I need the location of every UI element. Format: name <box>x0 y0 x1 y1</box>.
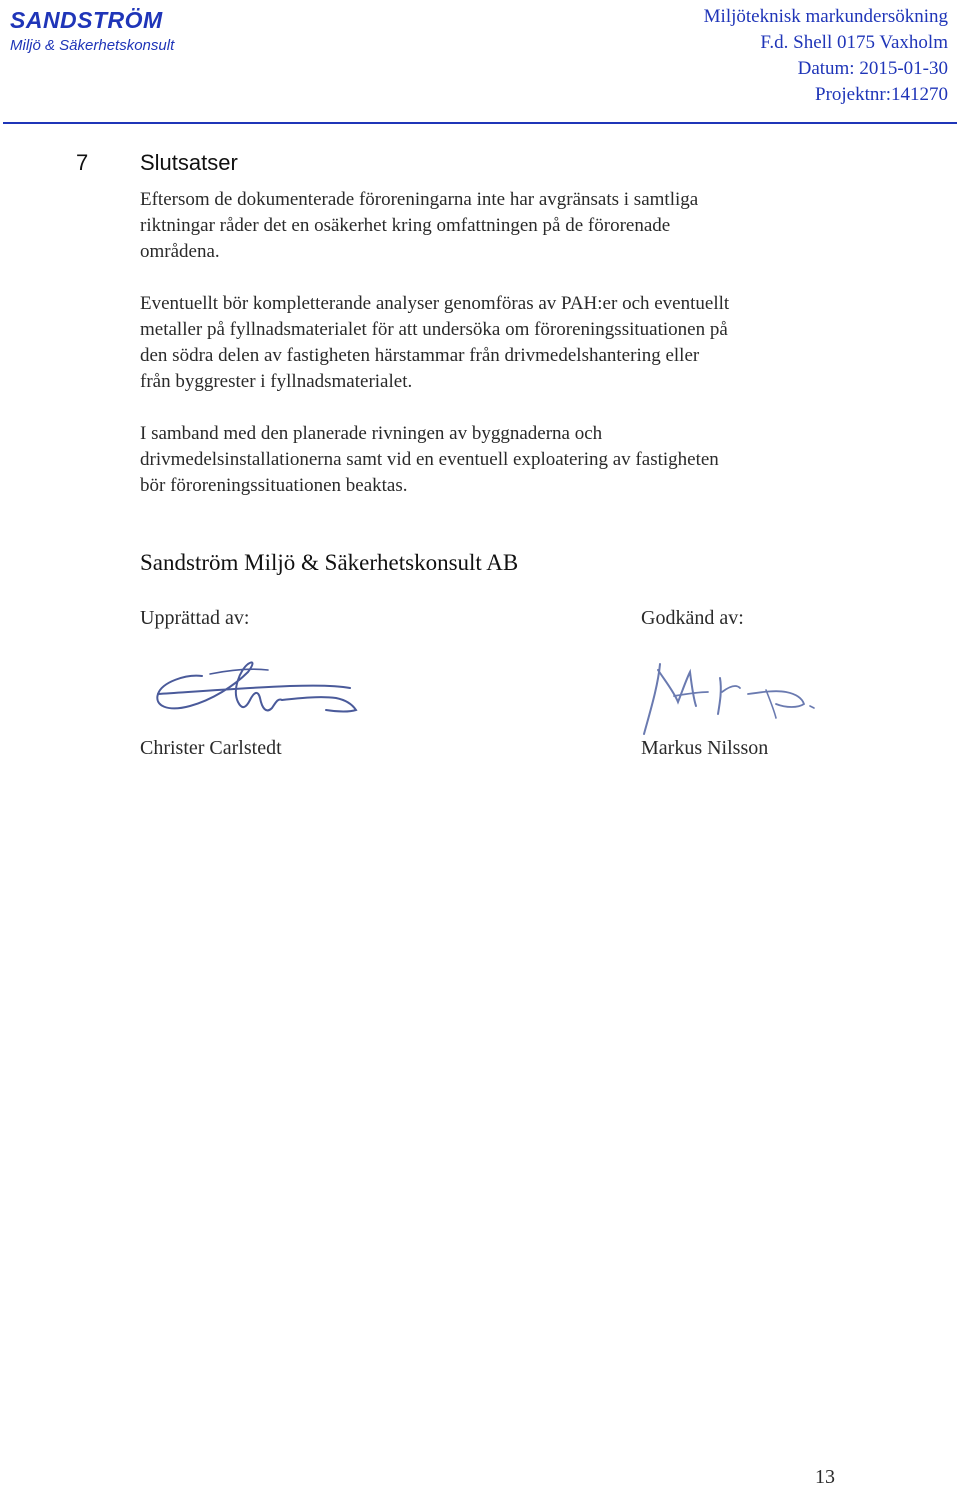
paragraph-line: metaller på fyllnadsmaterialet för att undersöka om föroreningssituationen på <box>140 319 728 340</box>
paragraph-1 <box>140 187 840 265</box>
paragraph-line: från byggrester i fyllnadsmaterialet. <box>140 371 413 392</box>
paragraph-line: Eftersom de dokumenterade föroreningarna inte har avgränsats i samtliga <box>140 189 699 210</box>
paragraph-line: bör föroreningssituationen beaktas. <box>140 475 408 496</box>
signature-markus-nilsson <box>636 656 826 741</box>
header-divider <box>3 122 957 124</box>
document-date: Datum: 2015-01-30 <box>797 58 948 79</box>
document-header-info <box>704 4 948 108</box>
prepared-by-label: Upprättad av: <box>140 607 250 629</box>
section-title: Slutsatser <box>140 150 238 175</box>
paragraph-line: I samband med den planerade rivningen av byggnaderna och <box>140 423 603 444</box>
site-name: F.d. Shell 0175 Vaxholm <box>760 32 948 53</box>
approved-by-label: Godkänd av: <box>641 607 744 629</box>
paragraph-line: drivmedelsinstallationerna samt vid en eventuell exploatering av fastigheten <box>140 449 719 470</box>
section-number: 7 <box>76 150 89 175</box>
approved-by-name: Markus Nilsson <box>641 737 769 759</box>
paragraph-line: områdena. <box>140 241 220 262</box>
company-name: Sandström Miljö & Säkerhetskonsult AB <box>140 550 519 575</box>
paragraph-2 <box>140 291 840 395</box>
paragraph-line: riktningar råder det en osäkerhet kring omfattningen på de förorenade <box>140 215 671 236</box>
prepared-by-name: Christer Carlstedt <box>140 737 282 759</box>
paragraph-line: den södra delen av fastigheten härstammar från drivmedelshantering eller <box>140 345 700 366</box>
page-number: 13 <box>815 1466 835 1488</box>
paragraph-line: Eventuellt bör kompletterande analyser genomföras av PAH:er och eventuellt <box>140 293 730 314</box>
company-logo-name: SANDSTRÖM <box>10 7 163 33</box>
paragraph-3 <box>140 421 840 499</box>
company-logo-tagline: Miljö & Säkerhetskonsult <box>10 37 175 54</box>
signature-christer-carlstedt <box>150 652 365 727</box>
document-title: Miljöteknisk markundersökning <box>703 6 948 27</box>
project-number: Projektnr:141270 <box>815 84 948 105</box>
